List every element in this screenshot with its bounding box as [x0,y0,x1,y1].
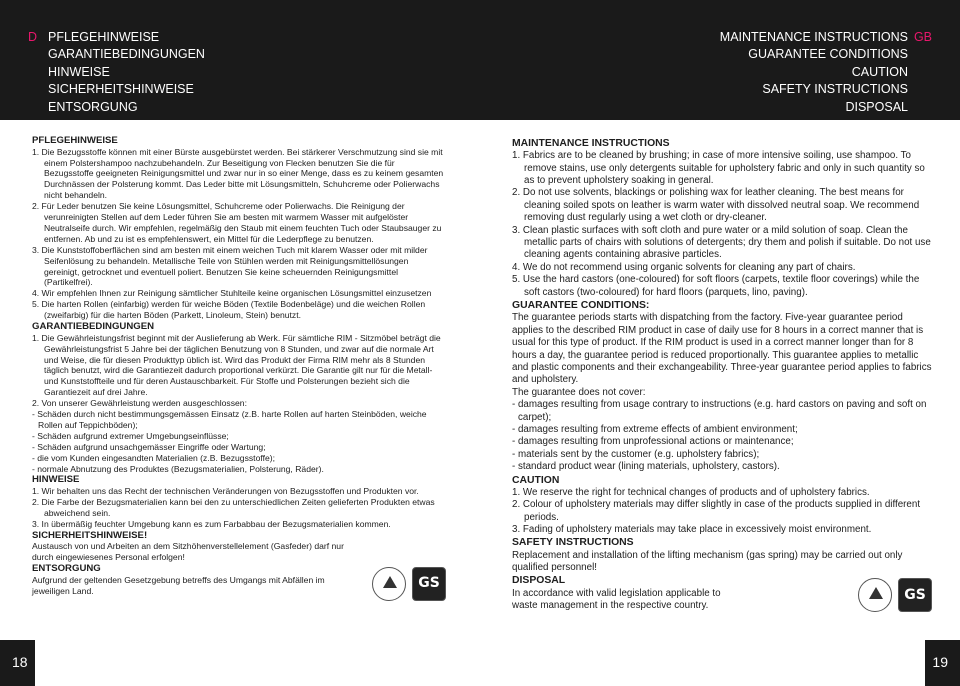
lang-gb: GB [913,30,932,44]
list-item: 4. We do not recommend using organic solvents for cleaning any part of chairs. [512,261,856,273]
section-title: GARANTIEBEDINGUNGEN [32,321,155,333]
section-title: CAUTION [512,474,560,486]
footer-block-right [925,640,960,686]
header-item: SAFETY INSTRUCTIONS [762,82,908,97]
header-item: SICHERHEITSHINWEISE [48,82,194,97]
header-item: ENTSORGUNG [48,99,138,114]
header-item: GUARANTEE CONDITIONS [748,47,908,62]
list-item: 1. Wir behalten uns das Recht der technischen Veränderungen von Bezugsstoffen und Produkten vor. [32,486,419,497]
header-item: DISPOSAL [845,99,908,114]
paragraph: The guarantee does not cover: [512,386,646,398]
section-title: ENTSORGUNG [32,563,101,575]
list-item: 2. Do not use solvents, blackings or polishing wax for leather cleaning. The best means for cleaning soiled spots on leather is warm water with dissolved neutral soap. We recommend removing dust regularly using a wet cloth or dry-cleaner. [512,187,920,224]
section-title: SICHERHEITSHINWEISE! [32,529,148,541]
header-left [28,29,205,116]
list-item: 3. In übermäßig feuchter Umgebung kann es zum Farbabbau der Bezugsmaterialien kommen. [32,518,391,529]
list-item: 3. Clean plastic surfaces with soft cloth and pure water or a mild solution of soap. Clean the metallic parts of chairs with solutions of detergents; dry them and polish if suitable. Do not use cleaning agents containing abrasive particles. [512,224,931,261]
list-item: 4. Wir empfehlen Ihnen zur Reinigung sämtlicher Stuhlteile keine organischen Lösungsmittel einzusetzen [32,288,432,299]
paragraph: Aufgrund der geltenden Gesetzgebung betreffs des Umgangs mit Abfällen im jeweiligen Land. [32,574,325,596]
paragraph: Austausch von und Arbeiten an dem Sitzhöhenverstellelement (Gasfeder) darf nur durch eingewiesenes Personal erfolgen! [32,541,344,563]
page-number-right: 19 [932,654,948,670]
paragraph: Replacement and installation of the lifting mechanism (gas spring) may be carried out only qualified personnel! [512,549,903,573]
section-title: SAFETY INSTRUCTIONS [512,537,634,549]
list-item: - Schäden durch nicht bestimmungsgemässen Einsatz (z.B. harte Rollen auf harten Steinböden, weiche Rollen auf Teppichböden); [32,409,427,430]
gs-logo-icon: GS [898,578,932,612]
list-item: - damages resulting from extreme effects of ambient environment; [512,423,798,435]
header-right [720,29,932,116]
lang-de: D [28,30,38,44]
list-item: 2. Von unserer Gewährleistung werden ausgeschlossen: [32,398,247,409]
list-item: 1. We reserve the right for technical changes of products and of upholstery fabrics. [512,486,870,498]
list-item: 3. Fading of upholstery materials may take place in excessively moist environment. [512,523,872,535]
section-title: HINWEISE [32,474,80,486]
page-number-left: 18 [12,654,28,670]
header-item: PFLEGEHINWEISE [48,30,160,44]
paragraph: In accordance with valid legislation applicable to waste management in the respective country. [512,587,721,612]
list-item: - damages resulting from usage contrary to instructions (e.g. hard castors on paving and soft on carpet); [512,399,927,423]
section-title: DISPOSAL [512,575,566,587]
list-item: - materials sent by the customer (e.g. upholstery fabrics); [512,448,760,460]
gs-logo-icon: GS [412,567,446,601]
cert-logos [372,567,446,601]
list-item: 5. Die harten Rollen (einfarbig) werden für weiche Böden (Textile Bodenbeläge) und die weichen Rollen (zweifarbig) für die harten Böden (Parkett, Linoleum, Stein) benutzt. [32,299,426,321]
list-item: 1. Die Gewährleistungsfrist beginnt mit der Auslieferung ab Werk. Für sämtliche RIM - Sitzmöbel beträgt die Gewährleistungsfrist 5 Jahre bei der täglichen Benutzung von 8 Stunden, und zwar auf die normale Art und Weise, die für diesen Produkttyp üblich ist. Wird das Produkt der Firma RIM mehr als 8 Stunden täglich benutzt, wird die Garantiezeit dadurch proportional verkürzt. Die Garantie gilt nur für die Metall- und Kunststoffteile und für deren Austauschbarkeit. Für Stoffe und Polsterungen bezieht sich die Garantiezeit auf drei Jahre. [32,332,441,398]
header-item: GARANTIEBEDINGUNGEN [48,47,205,62]
list-item: 2. Die Farbe der Bezugsmaterialien kann bei den zu unterschiedlichen Zeiten gelieferten Produkten etwas abweichend sein. [32,496,435,518]
list-item: 5. Use the hard castors (one-coloured) for soft floors (carpets, textile floor coverings) while the soft castors (two-coloured) for hard floors (parquets, lino, paving). [512,274,920,298]
section-title: PFLEGEHINWEISE [32,135,118,146]
list-item: - damages resulting from unprofessional actions or maintenance; [512,436,794,448]
header-item: CAUTION [851,64,908,79]
list-item: - normale Abnutzung des Produktes (Bezugsmaterialien, Polsterung, Räder). [32,463,324,474]
cert-logos [858,578,932,612]
section-title: GUARANTEE CONDITIONS: [512,300,650,312]
list-item: 2. Colour of upholstery materials may differ slightly in case of the products supplied in different periods. [512,499,921,523]
section-title: MAINTENANCE INSTRUCTIONS [512,138,670,149]
list-item: - die vom Kunden eingesandten Materialien (z.B. Bezugsstoffe); [32,452,275,463]
list-item: 2. Für Leder benutzen Sie keine Lösungsmittel, Schuhcreme oder Polierwachs. Die Reinigung der verunreinigten Stellen auf dem Leder führen Sie am besten mit warmem Wasser mit aufgelöster Neutralseife durch. Wir empfehlen, regelmäßig den Staub mit einem feuchten Tuch oder Staubsauger zu entfernen. Ab und zu ist es empfehlenswert, ein Mittel für die Lederpflege zu benutzen. [32,201,442,244]
list-item: - Schäden aufgrund extremer Umgebungseinflüsse; [32,430,229,441]
header-item: MAINTENANCE INSTRUCTIONS [719,30,908,44]
tuv-logo-icon [372,567,406,601]
tuv-logo-icon [858,578,892,612]
list-item: - Schäden aufgrund unsachgemässer Eingriffe oder Wartung; [32,441,266,452]
footer-block-left [0,640,35,686]
list-item: 1. Die Bezugsstoffe können mit einer Bürste ausgebürstet werden. Bei stärkerer Verschmutzung sind sie mit einem Polstershampoo nachzubehandeln. Zur Beseitigung von Flecken benutzen Sie die für Bezugsstoffe geeigneten Reinigungsmittel und zwar nur in so einer Menge, dass es zu keinem gesamten Durchnässen der Polsterung kommt. Das Leder bitte mit Lösungsmitteln, Schuhcreme oder Polierwachs nicht behandeln. [32,146,444,201]
list-item: - standard product wear (lining materials, upholstery, castors). [512,461,780,473]
list-item: 3. Die Kunststoffoberflächen sind am besten mit einem weichen Tuch mit klarem Wasser oder mit milder Seifenlösung zu behandeln. Metallische Teile von Stühlen werden mit Reinigungsmittellösungen gereinigt, getrocknet und eventuell poliert. Benutzen Sie keine scheuernden Reinigungsmittel (Partikelfrei). [32,244,428,288]
header-item: HINWEISE [48,64,110,79]
paragraph: The guarantee periods starts with dispatching from the factory. Five-year guarantee period applies to the described RIM product in case of daily use for 8 hours in a correct manner that is usual for this type of product. If the RIM product is used in a correct manner longer than for 8 hours a day, the guarantee period is reduced proportionally. This guarantee applies to metallic and plastic components and their exchangeability. Three-year guarantee period applies to fabrics and upholstery. [512,312,932,386]
german-column [32,135,446,601]
english-column [512,137,932,612]
list-item: 1. Fabrics are to be cleaned by brushing; in case of more intensive soiling, use shampoo. To remove stains, use only detergents suitable for upholstery fabric and only in such quantity so as to prevent upholstery soaking in general. [512,150,925,187]
